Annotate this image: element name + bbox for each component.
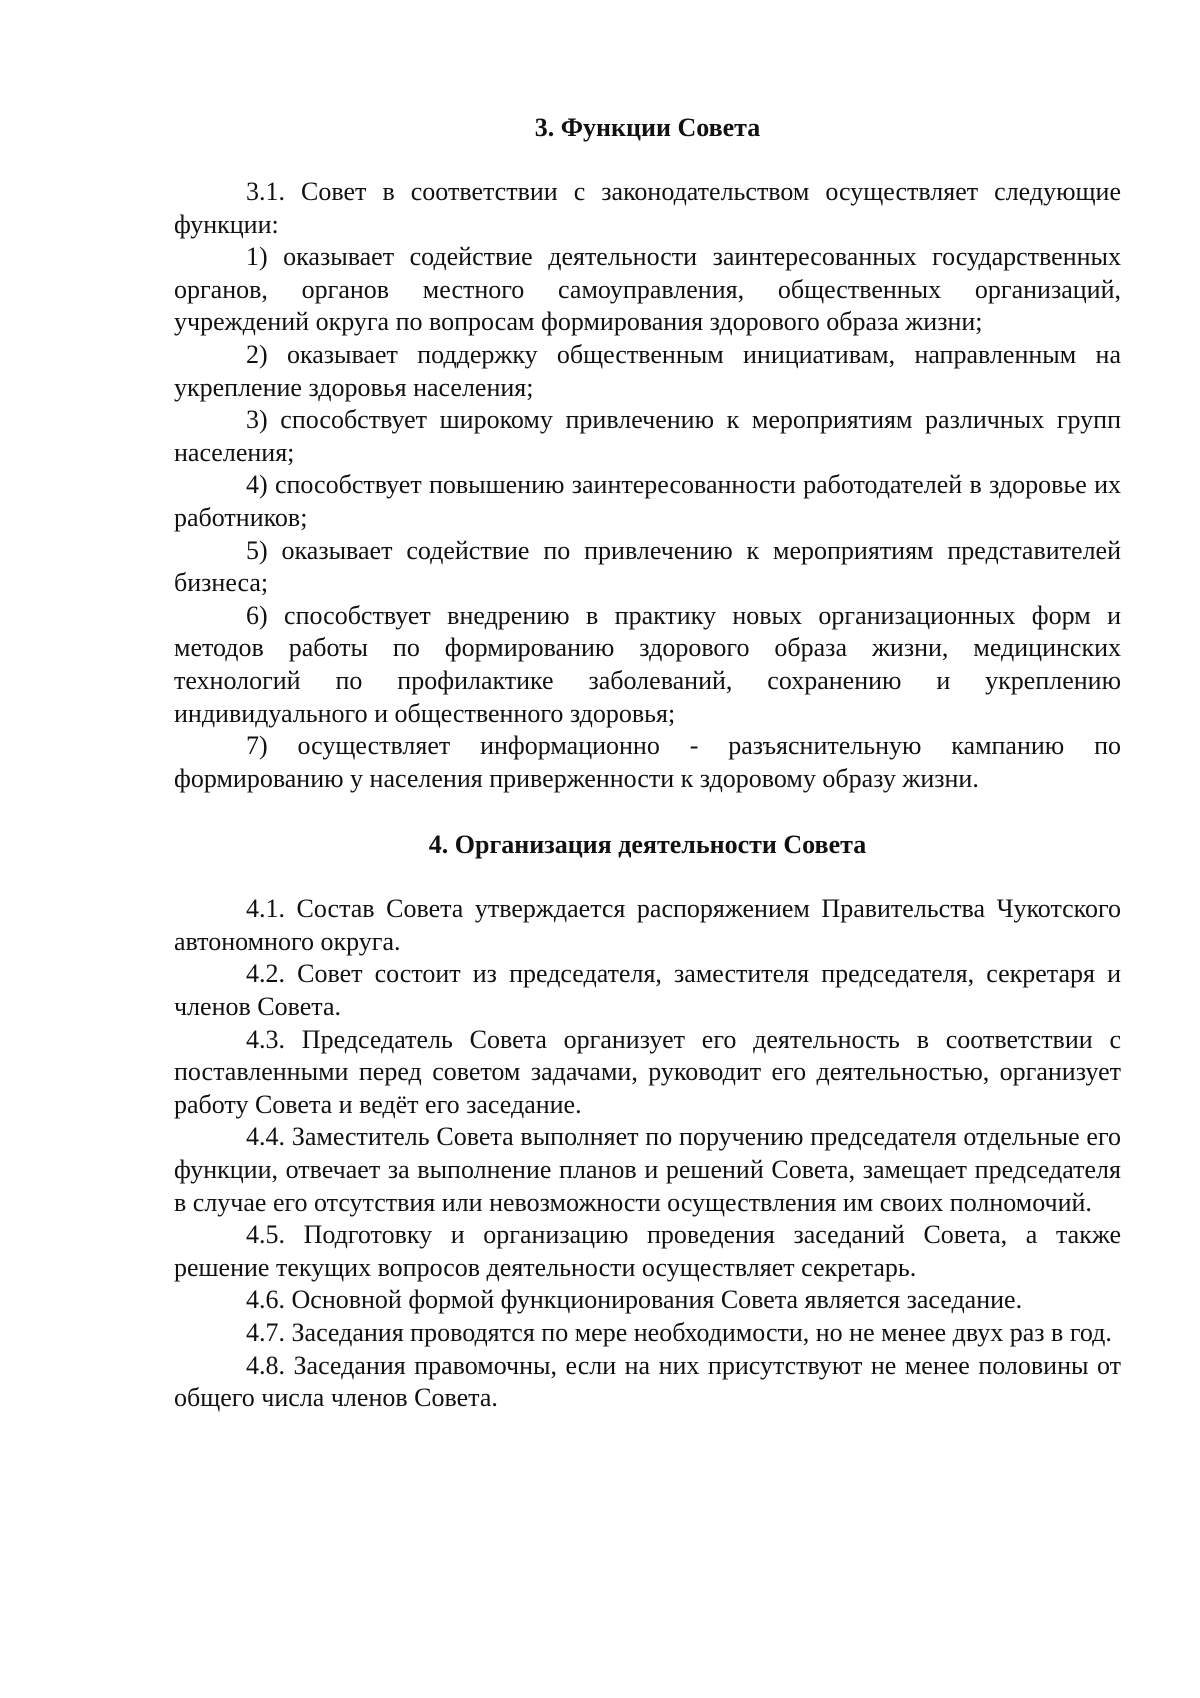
paragraph-3-1: 3.1. Совет в соответствии с законодательством осуществляет следующие функции: (174, 177, 1121, 239)
paragraph-4-4: 4.4. Заместитель Совета выполняет по поручению председателя отдельные его функции, отвечает за выполнение планов и решений Совета, замещает председателя в случае его отсутствия или невозможности осуществления им своих полномочий. (174, 1122, 1121, 1217)
section-4-title: 4. Организация деятельности Совета (428, 830, 867, 860)
paragraph-3-1-item-4: 4) способствует повышению заинтересованности работодателей в здоровье их работников; (174, 470, 1121, 532)
paragraph-3-1-item-3: 3) способствует широкому привлечению к мероприятиям различных групп населения; (174, 405, 1121, 467)
paragraph-3-1-item-5: 5) оказывает содействие по привлечению к мероприятиям представителей бизнеса; (174, 535, 1121, 598)
paragraph-3-1-item-2: 2) оказывает поддержку общественным инициативам, направленным на укрепление здоровья населения; (174, 339, 1121, 402)
paragraph-4-7: 4.7. Заседания проводятся по мере необходимости, но не менее двух раз в год. (246, 1318, 1112, 1347)
paragraph-4-3: 4.3. Председатель Совета организует его деятельность в соответствии с поставленными перед советом задачами, руководит его деятельностью, организует работу Совета и ведёт его заседание. (174, 1024, 1121, 1119)
section-3-title: 3. Функции Совета (534, 113, 761, 142)
paragraph-3-1-item-1: 1) оказывает содействие деятельности заинтересованных государственных органов, органов местного самоуправления, общественных организаций, учреждений округа по вопросам формирования здорового образа жизни; (174, 242, 1121, 337)
paragraph-4-1: 4.1. Состав Совета утверждается распоряжением Правительства Чукотского автономного округа. (174, 894, 1121, 956)
paragraph-4-2: 4.2. Совет состоит из председателя, заместителя председателя, секретаря и членов Совета. (174, 959, 1121, 1022)
paragraph-3-1-item-7: 7) осуществляет информационно - разъяснительную кампанию по формированию у населения приверженности к здоровому образу жизни. (174, 731, 1121, 793)
paragraph-3-1-item-6: 6) способствует внедрению в практику новых организационных форм и методов работы по формированию здорового образа жизни, медицинских технологий по профилактике заболеваний, сохранению и укреплению индивидуального и общественного здоровья; (174, 600, 1121, 728)
paragraph-4-6: 4.6. Основной формой функционирования Совета является заседание. (246, 1285, 1023, 1315)
document-body (174, 112, 1121, 1415)
paragraph-4-8: 4.8. Заседания правомочны, если на них присутствуют не менее половины от общего числа членов Совета. (174, 1350, 1121, 1413)
paragraph-4-5: 4.5. Подготовку и организацию проведения заседаний Совета, а также решение текущих вопросов деятельности осуществляет секретарь. (174, 1220, 1121, 1282)
